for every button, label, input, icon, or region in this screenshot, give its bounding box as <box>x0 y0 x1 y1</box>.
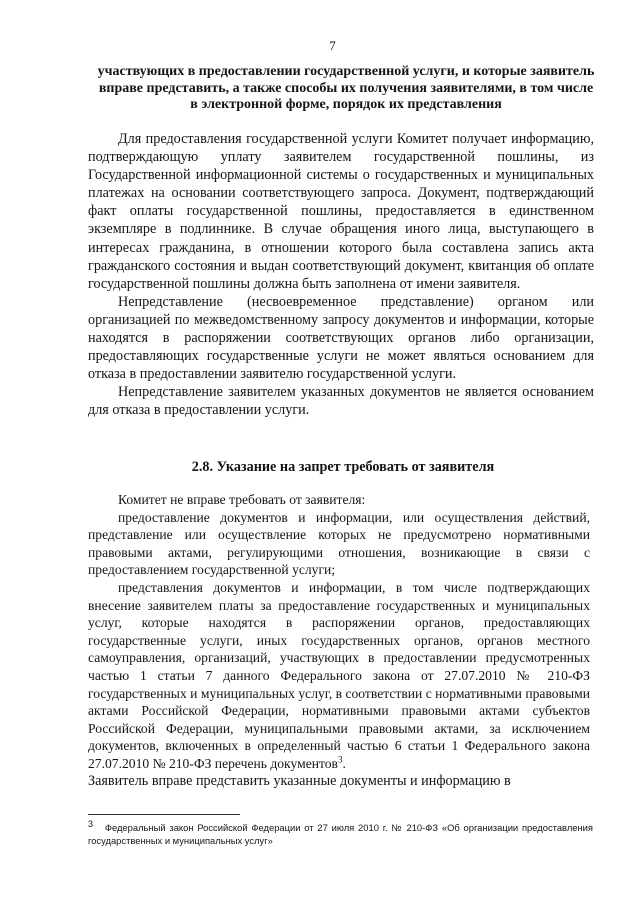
footnote <box>88 818 593 847</box>
list-item-text: представления документов и информации, в том числе подтверждающих внесение заявителем платы за предоставление государственных и муниципальных услуг, которые находятся в распоряжении органов, предоставляющих государственные услуги, иных государственных органов, органов местного самоуправления, организаций, участвующих в предоставлении предусмотренных частью 1 статьи 7 данного Федерального закона от 27.07.2010 № 210-ФЗ государственных и муниципальных услуг, в соответствии с нормативными правовыми актами Российской Федерации, нормативными правовыми актами субъектов Российской Федерации, муниципальными правовыми актами, за исключением документов, включенных в определенный частью 6 статьи 1 Федерального закона 27.07.2010 № 210-ФЗ перечень документов <box>88 579 590 771</box>
paragraph: Непредставление (несвоевременное представление) органом или организацией по межведомственному запросу документов и информации, которые находятся в распоряжении соответствующих органов либо организации, предоставляющих государственные услуги не может являться основанием для отказа в предоставлении заявителю государственной услуги. <box>88 293 594 383</box>
footnote-reference: 3 <box>337 754 343 765</box>
list-item-tail: . <box>342 755 346 771</box>
section-heading: участвующих в предоставлении государственной услуги, и которые заявитель вправе представить, а также способы их получения заявителями, в том числе в электронной форме, порядок их представления <box>97 64 595 112</box>
list-item: предоставление документов и информации, или осуществления действий, представление или осуществление которых не предусмотрено нормативными правовыми актами, регулирующими отношения, возникающие в связи с предоставлением государственной услуги; <box>88 509 590 578</box>
section-title: 2.8. Указание на запрет требовать от заявителя <box>191 459 495 475</box>
paragraph-intro: Комитет не вправе требовать от заявителя: <box>118 492 366 507</box>
section-body <box>88 491 590 790</box>
page-number: 7 <box>329 38 336 53</box>
section-body <box>88 130 594 420</box>
paragraph: Для предоставления государственной услуги Комитет получает информацию, подтверждающую уплату заявителем государственной пошлины, из Государственной информационной системы о государственных и муниципальных платежах на основании соответствующего запроса. Документ, подтверждающий факт оплаты государственной пошлины, предоставляется в единственном экземпляре в подлиннике. В случае обращения иного лица, выступающего в интересах гражданина, в отношении которого была составлена запись акта гражданского состояния и выдан соответствующий документ, квитанция об оплате государственной пошлины должна быть заполнена от имени заявителя. <box>88 131 594 292</box>
paragraph: Непредставление заявителем указанных документов не является основанием для отказа в предоставлении услуги. <box>88 384 594 419</box>
footnote-number: 3 <box>88 818 94 829</box>
paragraph-continuation: Заявитель вправе представить указанные документы и информацию в <box>88 772 511 789</box>
footnote-divider <box>88 814 240 815</box>
list-item <box>88 579 590 773</box>
footnote-text: Федеральный закон Российской Федерации от 27 июля 2010 г. № 210-ФЗ «Об организации предоставления государственных и муниципальных услуг» <box>88 822 593 846</box>
